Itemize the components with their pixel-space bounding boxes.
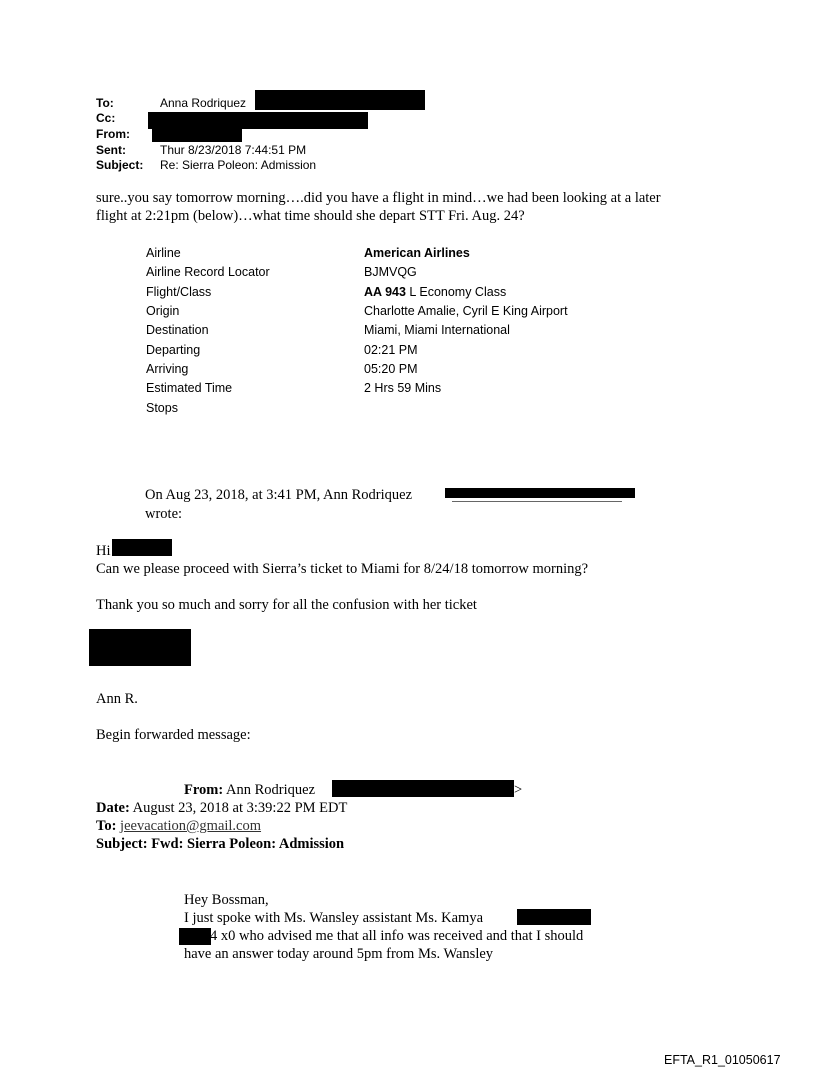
document-id: EFTA_R1_01050617 — [664, 1053, 781, 1067]
to-label: To: — [96, 96, 114, 110]
fwd-to: To: jeevacation@gmail.com — [96, 818, 262, 834]
flight-value-destination: Miami, Miami International — [364, 323, 510, 337]
flight-value-class: AA 943 L Economy Class — [364, 285, 507, 299]
fwd-body-greeting: Hey Bossman, — [184, 892, 269, 908]
redaction-box — [148, 112, 368, 129]
redaction-box — [179, 928, 211, 945]
reply-line-2: flight at 2:21pm (below)…what time should she depart STT Fri. Aug. 24? — [96, 208, 525, 224]
fwd-from-tail: > — [514, 782, 523, 798]
cc-label: Cc: — [96, 111, 116, 125]
reply-line-1: sure..you say tomorrow morning….did you have a flight in mind…we had been looking at a later — [96, 190, 661, 206]
redaction-box — [332, 780, 514, 797]
quote-signature: Ann R. — [96, 691, 138, 707]
flight-value-arriving: 05:20 PM — [364, 362, 418, 376]
flight-value-departing: 02:21 PM — [364, 343, 418, 357]
redaction-box — [255, 90, 425, 110]
flight-value-record-locator: BJMVQG — [364, 265, 417, 279]
flight-label-stops: Stops — [146, 401, 178, 415]
flight-label-record-locator: Airline Record Locator — [146, 265, 270, 279]
redaction-box — [152, 129, 242, 142]
quote-intro-line-1: On Aug 23, 2018, at 3:41 PM, Ann Rodriquez — [145, 487, 413, 503]
flight-label-airline: Airline — [146, 246, 181, 260]
from-label: From: — [96, 127, 130, 141]
redaction-box — [445, 488, 635, 498]
fwd-date: Date: August 23, 2018 at 3:39:22 PM EDT — [96, 800, 348, 816]
fwd-to-email-link[interactable]: jeevacation@gmail.com — [120, 818, 262, 834]
redaction-box — [112, 539, 172, 556]
fwd-subject: Subject: Fwd: Sierra Poleon: Admission — [96, 836, 345, 852]
quote-intro-line-2: wrote: — [145, 506, 183, 522]
fwd-body-line-3: have an answer today around 5pm from Ms. Wansley — [184, 946, 494, 962]
flight-label-departing: Departing — [146, 343, 201, 357]
flight-label-origin: Origin — [146, 304, 180, 318]
flight-value-estimated-time: 2 Hrs 59 Mins — [364, 381, 442, 395]
fwd-body-line-2: 4 x0 who advised me that all info was received and that I should — [210, 928, 584, 944]
fwd-body-line-1: I just spoke with Ms. Wansley assistant Ms. Kamya — [184, 910, 484, 926]
forwarded-message-label: Begin forwarded message: — [96, 727, 251, 743]
quote-line-2: Thank you so much and sorry for all the confusion with her ticket — [96, 597, 477, 613]
to-value: Anna Rodriquez — [160, 96, 247, 110]
flight-value-airline: American Airlines — [364, 246, 470, 260]
quote-greeting: Hi — [96, 543, 111, 559]
quote-line-1: Can we please proceed with Sierra’s ticket to Miami for 8/24/18 tomorrow morning? — [96, 561, 589, 577]
subject-label: Subject: — [96, 158, 144, 172]
sent-label: Sent: — [96, 143, 126, 157]
fwd-from: From: Ann Rodriquez — [184, 782, 316, 798]
link-underline — [452, 501, 622, 502]
flight-label-estimated-time: Estimated Time — [146, 381, 233, 395]
redaction-box — [517, 909, 591, 925]
subject-value: Re: Sierra Poleon: Admission — [160, 158, 317, 172]
flight-label-class: Flight/Class — [146, 285, 212, 299]
redaction-box — [89, 629, 191, 666]
flight-label-arriving: Arriving — [146, 362, 189, 376]
sent-value: Thur 8/23/2018 7:44:51 PM — [160, 143, 307, 157]
flight-value-origin: Charlotte Amalie, Cyril E King Airport — [364, 304, 568, 318]
flight-label-destination: Destination — [146, 323, 209, 337]
